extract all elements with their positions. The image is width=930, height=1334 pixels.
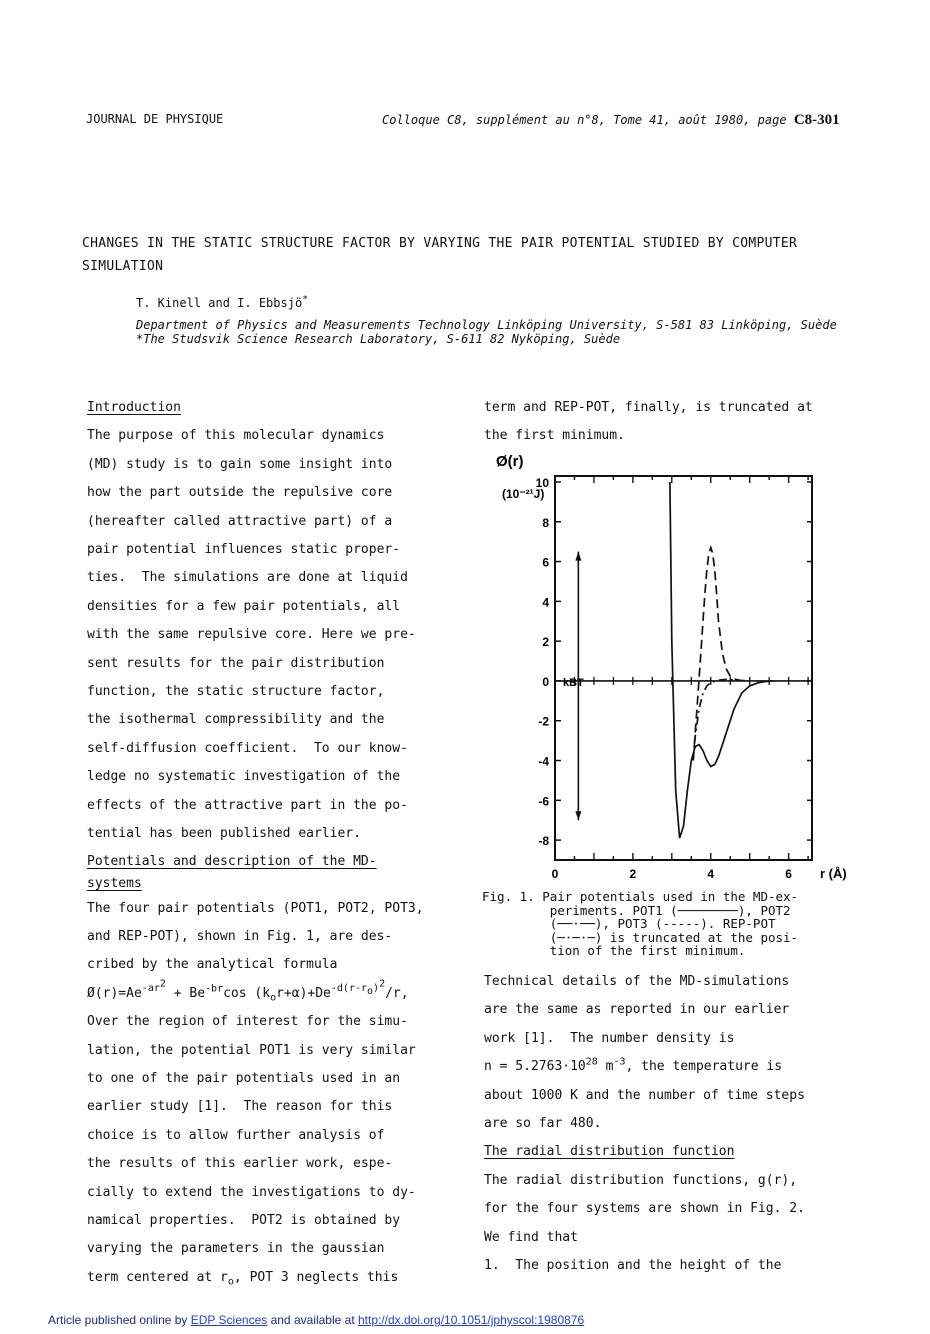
arrow-head-down	[575, 811, 581, 820]
title-line: CHANGES IN THE STATIC STRUCTURE FACTOR BY VARYING THE PAIR POTENTIAL STUDIED BY COMPUTER	[82, 236, 798, 251]
footer	[48, 1313, 584, 1327]
plot-frame	[555, 476, 812, 860]
text-line: tential has been published earlier.	[87, 826, 361, 842]
y-tick-label: 10	[535, 475, 549, 490]
text-line: to one of the pair potentials used in an	[87, 1070, 401, 1086]
text-line: work [1]. The number density is	[484, 1030, 735, 1046]
affiliation: *The Studsvik Science Research Laboratory, S-611 82 Nyköping, Suède	[136, 332, 621, 346]
text-exp: 28	[585, 1056, 598, 1068]
heading-line: Potentials and description of the MD-	[87, 853, 377, 869]
text-line	[87, 1264, 467, 1292]
text-line: ties. The simulations are done at liquid	[87, 570, 408, 586]
y-tick-label: 4	[542, 595, 549, 610]
text-line: lation, the potential POT1 is very similar	[87, 1042, 416, 1058]
density-line	[484, 1053, 864, 1081]
left-column	[87, 394, 467, 1292]
y-tick-label: -6	[538, 794, 549, 809]
formula-exp: -br	[205, 983, 224, 995]
text-line: function, the static structure factor,	[87, 684, 385, 700]
x-tick-label: 4	[707, 867, 715, 881]
formula-part: + Be	[165, 985, 206, 1001]
text-sub: o	[227, 1276, 234, 1288]
text-line: 1. The position and the height of the	[484, 1258, 782, 1274]
text-line: the results of this earlier work, espe-	[87, 1156, 393, 1172]
text-line: pair potential influences static proper-	[87, 542, 401, 558]
text-line: effects of the attractive part in the po-	[87, 797, 408, 813]
text-line: are the same as reported in our earlier	[484, 1002, 790, 1018]
series-line-solid	[670, 482, 773, 838]
text-line: cially to extend the investigations to dy-	[87, 1184, 416, 1200]
formula-exp: -ar	[141, 983, 160, 995]
section-heading-introduction: Introduction	[87, 400, 181, 415]
text-line: The purpose of this molecular dynamics	[87, 428, 385, 444]
author-names: T. Kinell and I. Ebbsjö	[136, 296, 303, 310]
journal-name: JOURNAL DE PHYSIQUE	[86, 112, 224, 126]
arrow-head-up	[575, 552, 581, 561]
text-part: , POT 3 neglects this	[233, 1269, 399, 1285]
text-line: the isothermal compressibility and the	[87, 712, 385, 728]
text-part: term centered at r	[87, 1269, 228, 1285]
formula-sub: o	[270, 992, 277, 1004]
caption-line: (──·──), POT3 (-----). REP-POT	[482, 916, 776, 931]
caption-line: periments. POT1 (────────), POT2	[482, 902, 791, 918]
authors	[136, 296, 308, 310]
text-line: The radial distribution functions, g(r),	[484, 1172, 798, 1188]
text-line: and REP-POT), shown in Fig. 1, are des-	[87, 928, 393, 944]
x-tick-label: 6	[785, 867, 792, 881]
affiliation: Department of Physics and Measurements Technology Linköping University, S-581 83 Linköping, Suède	[136, 318, 837, 332]
text-line: the first minimum.	[484, 428, 625, 444]
figure-caption	[482, 890, 862, 958]
y-tick-label: -4	[538, 754, 549, 769]
colloque-info	[382, 112, 840, 129]
paper-title	[82, 232, 862, 278]
text-part: n = 5.2763·10	[484, 1059, 586, 1075]
right-column-top	[484, 394, 864, 451]
y-axis-symbol: Ø(r)	[496, 453, 524, 470]
series-line-dashed	[693, 548, 742, 761]
text-line: are so far 480.	[484, 1116, 602, 1132]
y-tick-label: 2	[542, 635, 549, 650]
text-line: The four pair potentials (POT1, POT2, POT3,	[87, 900, 424, 916]
text-line: with the same repulsive core. Here we pre-	[87, 627, 416, 643]
kbt-label: kBT	[563, 676, 584, 689]
text-line: sent results for the pair distribution	[87, 655, 385, 671]
formula-part: r+α)+De	[276, 985, 331, 1001]
text-line: how the part outside the repulsive core	[87, 485, 393, 501]
edp-link[interactable]: EDP Sciences	[190, 1313, 268, 1327]
formula-exp: -d(r-r	[330, 983, 368, 995]
y-tick-label: -2	[538, 714, 549, 729]
text-exp: -3	[613, 1056, 626, 1068]
potential-formula	[87, 980, 467, 1008]
colloque-text: Colloque C8, supplément au n°8, Tome 41, août 1980, page	[382, 113, 787, 127]
y-tick-label: 0	[542, 674, 549, 689]
doi-link[interactable]: http://dx.doi.org/10.1051/jphyscol:1980876	[357, 1313, 585, 1327]
x-tick-label: 0	[551, 867, 559, 881]
y-axis-unit: (10⁻²¹J)	[502, 487, 545, 501]
text-line: term and REP-POT, finally, is truncated at	[484, 400, 813, 415]
formula-part: Ø(r)=Ae	[87, 985, 142, 1001]
formula-part: /r,	[385, 985, 409, 1001]
caption-line: (─·─·─) is truncated at the posi-	[482, 929, 799, 945]
text-line: choice is to allow further analysis of	[87, 1127, 385, 1143]
right-column-body	[484, 968, 864, 1280]
text-line: for the four systems are shown in Fig. 2.	[484, 1201, 805, 1217]
text-line: ledge no systematic investigation of the	[87, 769, 401, 785]
text-line: varying the parameters in the gaussian	[87, 1241, 385, 1257]
title-line: SIMULATION	[82, 259, 164, 274]
heading-line: systems	[87, 875, 142, 891]
caption-line: Fig. 1. Pair potentials used in the MD-ex-	[482, 889, 799, 904]
formula-exp: 2	[379, 979, 386, 991]
y-tick-label: -8	[538, 834, 549, 849]
text-line: (MD) study is to gain some insight into	[87, 456, 393, 472]
formula-exp: )	[373, 983, 380, 995]
text-line: namical properties. POT2 is obtained by	[87, 1212, 401, 1228]
y-tick-label: 6	[542, 555, 549, 570]
text-line: self-diffusion coefficient. To our know-	[87, 740, 408, 756]
text-line: earlier study [1]. The reason for this	[87, 1099, 393, 1115]
formula-part: cos (k	[223, 985, 271, 1001]
formula-exp: 2	[159, 979, 166, 991]
x-axis-label: r (Å)	[820, 866, 847, 881]
caption-line: tion of the first minimum.	[482, 943, 746, 958]
formula-sub: o	[367, 986, 374, 998]
section-heading-potentials	[87, 851, 467, 895]
author-mark: *	[302, 294, 309, 305]
text-line: Over the region of interest for the simu-	[87, 1014, 408, 1030]
x-tick-label: 2	[629, 867, 637, 881]
text-line: densities for a few pair potentials, all	[87, 598, 401, 614]
text-line: Technical details of the MD-simulations	[484, 974, 790, 989]
text-line: We find that	[484, 1229, 578, 1245]
y-tick-label: 8	[542, 515, 549, 530]
page-number: C8-301	[793, 112, 840, 128]
text-line: about 1000 K and the number of time steps	[484, 1087, 805, 1103]
text-part: , the temperature is	[625, 1059, 783, 1075]
footer-text: Article published online by	[48, 1313, 191, 1327]
text-line: cribed by the analytical formula	[87, 957, 338, 973]
pair-potential-chart	[488, 448, 860, 888]
text-line: (hereafter called attractive part) of a	[87, 513, 393, 529]
text-part: m	[597, 1059, 614, 1075]
section-heading-rdf: The radial distribution function	[484, 1144, 735, 1160]
footer-text: and available at	[267, 1313, 358, 1327]
